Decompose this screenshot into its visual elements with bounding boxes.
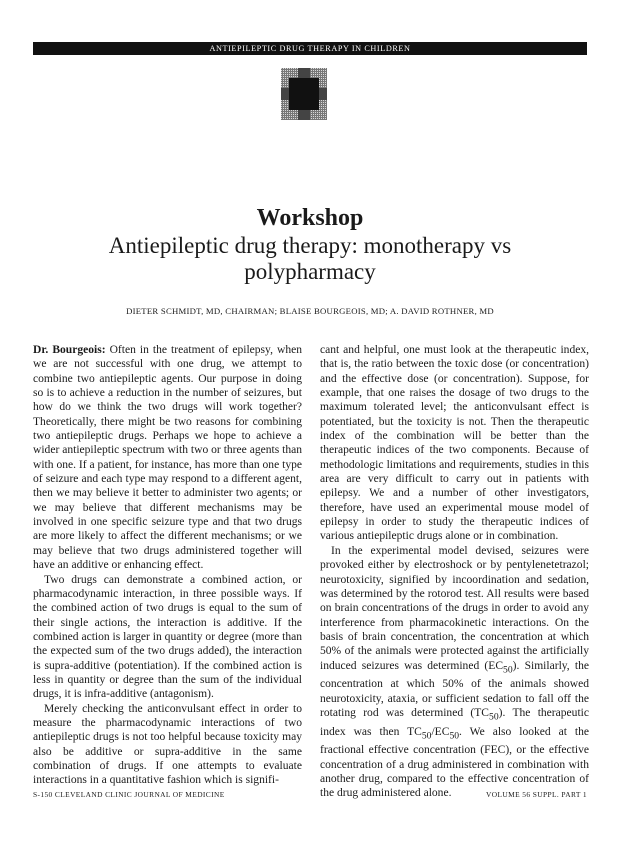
- body-column-right: [320, 343, 589, 801]
- paragraph-text: . We also looked at the fractional effective concentration (FEC), or the effective concentration of a drug administered in combination with another drug, compared to the effective concentration of the drug administered alone.: [320, 725, 589, 800]
- paragraph-text: In the experimental model devised, seizures were provoked either by electroshock or by pentylenetetrazol; neurotoxicity, signified by incoordination and sedation, was determined by the rotorod test. All results were based on brain concentrations of the drugs in order to avoid any interference from pharmacokinetic interactions. On the basis of brain concentration, the concentration at which 50% of the animals were protected against the artificially induced seizures was determined (EC: [320, 544, 589, 672]
- paragraph: Two drugs can demonstrate a combined action, or pharmacodynamic interaction, in three possible ways. If the combined action of two drugs is equal to the sum of their single actions, the interaction is additive. If the combined action is larger in quantity or degree (more than the expected sum of the two drugs added), the interaction is supra-additive (potentiation). If the combined action is less in quantity or degree than the sum of the individual drugs, it is infra-additive (antagonism).: [33, 573, 302, 701]
- article-heading: [30, 203, 590, 285]
- paragraph-text: Often in the treatment of epilepsy, when we are not successful with one drug, we attempt to combine two antiepileptic agents. Our purpose in doing so is to achieve a reduction in the number of seizures, but how do we think the two drugs will work together? Theoretically, there might be two reasons for combining two antiepileptic drugs. Perhaps we hope to achieve a wider antiepileptic spectrum with two or three agents than with one. If a patient, for instance, has more than one type of seizure and each type may respond to a different agent, then we may believe it better to administer two agents; or we may believe that different mechanisms may be involved in one specific seizure type and that two drugs are more likely to affect the different mechanisms; or we may believe that two drugs administered together will have an additive or enhancing effect.: [33, 344, 302, 572]
- speaker-name: Dr. Bourgeois:: [33, 344, 106, 356]
- paragraph: [33, 343, 302, 573]
- paragraph-text: ). The therapeutic index was then TC: [320, 706, 589, 738]
- subscript: 50: [449, 729, 460, 741]
- paragraph: Merely checking the anticonvulsant effect in order to measure the pharmacodynamic interactions of two antiepileptic drugs is not too helpful because toxicity may also be additive or supra-additive in the same combination of drugs. If one attempts to evaluate interactions in a quantitative fashion which is signifi-: [33, 702, 302, 787]
- paragraph-text: ). Similarly, the concentration at which 50% of the animals showed neurotoxicity, ataxia, or sufficient sedation to fall off the rotating rod was determined (TC: [320, 659, 589, 719]
- author-line: DIETER SCHMIDT, MD, CHAIRMAN; BLAISE BOURGEOIS, MD; A. DAVID ROTHNER, MD: [126, 306, 494, 316]
- subscript: 50: [421, 729, 432, 741]
- article-subtitle: Antiepileptic drug therapy: monotherapy vs polypharmacy: [108, 233, 512, 284]
- paragraph-text: /EC: [431, 725, 450, 738]
- paragraph: [320, 544, 589, 801]
- subscript: 50: [503, 663, 513, 675]
- article-title: Workshop: [256, 205, 364, 231]
- body-column-left: [33, 343, 302, 788]
- journal-emblem-icon: [281, 68, 327, 120]
- paragraph: cant and helpful, one must look at the therapeutic index, that is, the ratio between the toxic dose (or concentration) and the effective dose (or concentration). Suppose, for example, that one raises the dosage of two drugs to the maximum tolerated level; the anticonvulsant effect is potentiated, but the toxicity is not. Then the therapeutic index of the combination will be better than the therapeutic indices of the two components. Because of methodologic limitations and requirements, studies in this area are very difficult to carry out in patients with epilepsy. We and a number of other investigators, therefore, have used an experimental mouse model of epilepsy in order to study the therapeutic indices of various antiepileptic drugs alone or in combination.: [320, 344, 589, 543]
- footer-journal: S-150 CLEVELAND CLINIC JOURNAL OF MEDICINE: [33, 790, 225, 799]
- footer-volume: VOLUME 56 SUPPL. PART 1: [486, 790, 587, 799]
- running-header: ANTIEPILEPTIC DRUG THERAPY IN CHILDREN: [33, 42, 587, 55]
- page-footer: [33, 790, 587, 799]
- subscript: 50: [489, 711, 499, 723]
